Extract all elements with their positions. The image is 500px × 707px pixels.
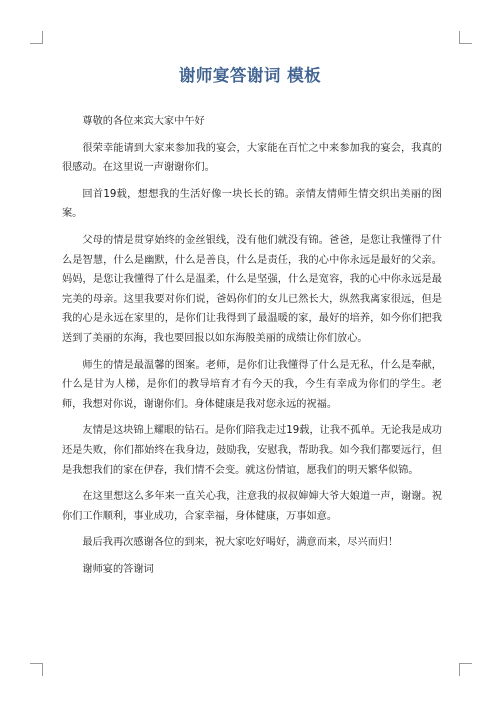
crop-mark-top-left: [30, 31, 43, 44]
greeting-line: 尊敬的各位来宾大家中午好: [82, 116, 205, 127]
crop-mark-bottom-left: [30, 663, 43, 676]
document-title: 谢师宴答谢词 模板: [178, 66, 322, 85]
paragraph-5: 友情是这块锦上耀眼的钻石。是你们陪我走过19载，让我不孤单。无论我是成功还是失败，你们都始终在我身边，鼓励我，安慰我，帮助我。如今我们都要远行，但是我想我们的家在伊春，我们情不会变。就这份情谊，愿我们的明天繁华似锦。: [62, 425, 442, 476]
paragraph-3: 父母的情是贯穿始终的金丝银线，没有他们就没有锦。爸爸，是您让我懂得了什么是智慧，什么是幽默，什么是善良，什么是责任，我的心中你永远是最好的父亲。妈妈，是您让我懂得了什么是温柔，什么是坚强，什么是宽容，我的心中你永远是最完美的母亲。这里我要对你们说，爸妈你们的女儿已然长大，纵然我离家很远，但是我的心是永远在家里的，是你们让我得到了最温暖的家，最好的培养，如今你们把我送到了美丽的东海，我也要回报以如东海般美丽的成绩让你们放心。: [62, 234, 442, 344]
crop-mark-top-right: [459, 31, 472, 44]
document-body: [62, 112, 442, 579]
paragraph-6: 在这里想这么多年来一直关心我，注意我的叔叔婶婶大爷大娘道一声，谢谢。祝你们工作顺利，事业成功，合家幸福，身体健康，万事如意。: [62, 491, 442, 522]
closing-line: 谢师宴的答谢词: [82, 563, 154, 575]
paragraph-1: 很荣幸能请到大家来参加我的宴会，大家能在百忙之中来参加我的宴会，我真的很感动。在这里说一声谢谢你们。: [62, 142, 442, 174]
paragraph-4: 师生的情是最温馨的图案。老师，是你们让我懂得了什么是无私，什么是奉献，什么是甘为人梯，是你们的教导培育才有今天的我，今生有幸成为你们的学生。老师，我想对你说，谢谢你们。身体健康是我对您永远的祝福。: [62, 359, 442, 410]
paragraph-2: 回首19载，想想我的生活好像一块长长的锦。亲情友情师生情交织出美丽的图案。: [62, 188, 442, 220]
paragraph-7: 最后我再次感谢各位的到来，祝大家吃好喝好，满意而来，尽兴而归！: [82, 537, 399, 549]
crop-mark-bottom-right: [459, 663, 472, 676]
